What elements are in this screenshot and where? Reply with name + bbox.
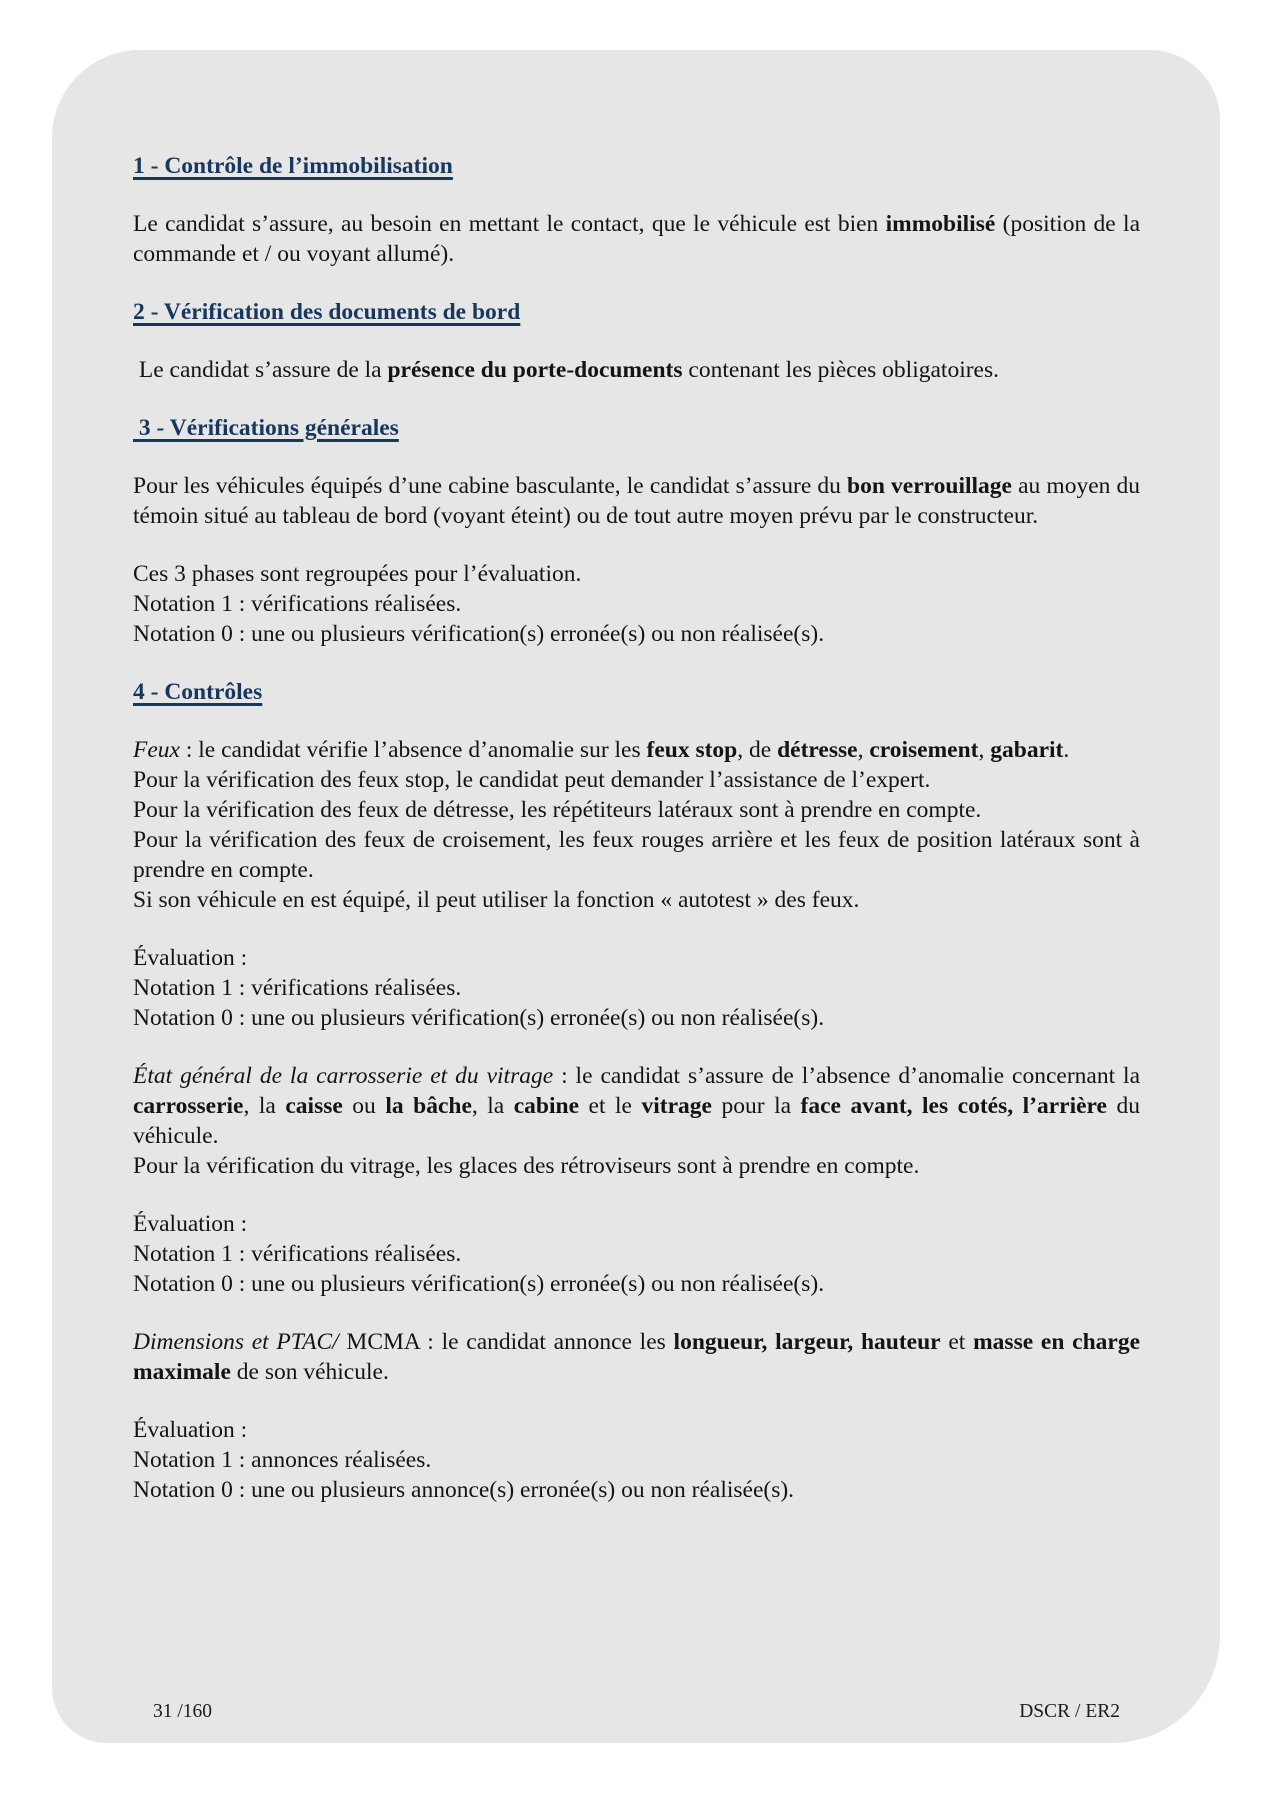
text-run: vitrage [641, 1093, 712, 1119]
section-heading [133, 151, 1140, 181]
text-run: 3 - Vérifications générales [133, 415, 399, 441]
page-footer [153, 1701, 1120, 1723]
text-run: , de [737, 737, 778, 763]
text-run: contenant les pièces obligatoires. [682, 357, 1000, 383]
text-run: Pour la vérification des feux de croisement, les feux rouges arrière et les feux de position latéraux sont à prendre en compte. [133, 827, 1140, 883]
text-run: de son véhicule. [230, 1359, 389, 1385]
paragraph [133, 355, 1140, 385]
text-run: gabarit [990, 737, 1064, 763]
text-run: Notation 1 : annonces réalisées. [133, 1447, 432, 1473]
text-run: carrosserie [133, 1093, 244, 1119]
paragraph [133, 735, 1140, 765]
paragraph [133, 1003, 1140, 1033]
paragraph [133, 619, 1140, 649]
text-run: Évaluation : [133, 1417, 248, 1443]
text-run: croisement [869, 737, 979, 763]
paragraph [133, 589, 1140, 619]
paragraph [133, 1209, 1140, 1239]
text-run: pour la [711, 1093, 801, 1119]
section-heading [133, 413, 1140, 443]
text-run: . [1063, 737, 1070, 763]
paragraph [133, 795, 1140, 825]
text-run: cabine [513, 1093, 580, 1119]
paragraph [133, 885, 1140, 915]
text-run: MCMA : le candidat annonce les [338, 1329, 674, 1355]
text-run: , la [471, 1093, 514, 1119]
text-run: Notation 0 : une ou plusieurs vérification(s) erronée(s) ou non réalisée(s). [133, 621, 825, 647]
text-run: Dimensions et PTAC/ [133, 1329, 339, 1355]
document-page [52, 50, 1220, 1743]
text-run: Notation 0 : une ou plusieurs annonce(s) erronée(s) ou non réalisée(s). [133, 1477, 795, 1503]
text-run: Le candidat s’assure de la [133, 357, 388, 383]
paragraph [133, 471, 1140, 531]
paragraph [133, 973, 1140, 1003]
paragraph [133, 1415, 1140, 1445]
text-run: et le [579, 1093, 642, 1119]
page-number: 31 /160 [153, 1701, 213, 1722]
text-run: , la [243, 1093, 286, 1119]
section-heading-text [133, 679, 262, 705]
section-heading-text [133, 153, 453, 179]
text-run: Pour la vérification du vitrage, les glaces des rétroviseurs sont à prendre en compte. [133, 1153, 920, 1179]
text-run: masse en charge maximale [133, 1329, 1140, 1385]
paragraph [133, 1061, 1140, 1151]
paragraph [133, 1475, 1140, 1505]
document-reference: DSCR / ER2 [1019, 1701, 1120, 1722]
text-run: immobilisé [885, 211, 996, 237]
paragraph [133, 1327, 1140, 1387]
text-run: Ces 3 phases sont regroupées pour l’évaluation. [133, 561, 582, 587]
text-run: 2 - Vérification des documents de bord [133, 299, 521, 325]
paragraph [133, 825, 1140, 885]
paragraph [133, 209, 1140, 269]
text-run: bon verrouillage [847, 473, 1012, 499]
text-run: longueur, largeur, hauteur [673, 1329, 941, 1355]
text-run: Feux [133, 737, 180, 763]
text-run: , [978, 737, 991, 763]
text-run: la bâche [385, 1093, 472, 1119]
text-run: Notation 1 : vérifications réalisées. [133, 1241, 462, 1267]
text-run: 4 - Contrôles [133, 679, 263, 705]
text-run: et [940, 1329, 974, 1355]
text-run: Le candidat s’assure, au besoin en mettant le contact, que le véhicule est bien [133, 211, 886, 237]
paragraph [133, 559, 1140, 589]
section-heading [133, 677, 1140, 707]
paragraph [133, 1151, 1140, 1181]
text-run: ou [342, 1093, 386, 1119]
text-run: Évaluation : [133, 945, 248, 971]
text-run: (position de la commande et / ou voyant allumé). [133, 211, 1141, 267]
text-run: Si son véhicule en est équipé, il peut utiliser la fonction « autotest » des feux. [133, 887, 860, 913]
paragraph [133, 943, 1140, 973]
paragraph [133, 1445, 1140, 1475]
text-run: présence du porte-documents [387, 357, 683, 383]
text-run: 1 - Contrôle de l’immobilisation [133, 153, 453, 179]
text-run: , [857, 737, 870, 763]
text-run: Notation 1 : vérifications réalisées. [133, 591, 462, 617]
text-run: au moyen du témoin situé au tableau de bord (voyant éteint) ou de tout autre moyen prévu par le constructeur. [133, 473, 1140, 529]
paragraph [133, 765, 1140, 795]
paragraph [133, 1239, 1140, 1269]
text-run: caisse [285, 1093, 343, 1119]
text-run: du véhicule. [133, 1093, 1140, 1149]
text-run: Notation 0 : une ou plusieurs vérification(s) erronée(s) ou non réalisée(s). [133, 1005, 825, 1031]
text-run: détresse [777, 737, 858, 763]
text-run: Notation 0 : une ou plusieurs vérification(s) erronée(s) ou non réalisée(s). [133, 1271, 825, 1297]
text-run: : le candidat vérifie l’absence d’anomalie sur les [179, 737, 647, 763]
paragraph [133, 1269, 1140, 1299]
text-run: État général de la carrosserie et du vitrage [133, 1063, 554, 1089]
text-run: : le candidat s’assure de l’absence d’anomalie concernant la [553, 1063, 1140, 1089]
text-run: feux stop [646, 737, 738, 763]
text-run: Notation 1 : vérifications réalisées. [133, 975, 462, 1001]
section-heading-text [133, 299, 520, 325]
section-heading [133, 297, 1140, 327]
document-content [133, 151, 1140, 1505]
text-run: Pour les véhicules équipés d’une cabine basculante, le candidat s’assure du [133, 473, 848, 499]
section-heading-text [133, 415, 399, 441]
text-run: Pour la vérification des feux de détresse, les répétiteurs latéraux sont à prendre en compte. [133, 797, 982, 823]
text-run: face avant, les cotés, l’arrière [800, 1093, 1107, 1119]
text-run: Pour la vérification des feux stop, le candidat peut demander l’assistance de l’expert. [133, 767, 931, 793]
text-run: Évaluation : [133, 1211, 248, 1237]
